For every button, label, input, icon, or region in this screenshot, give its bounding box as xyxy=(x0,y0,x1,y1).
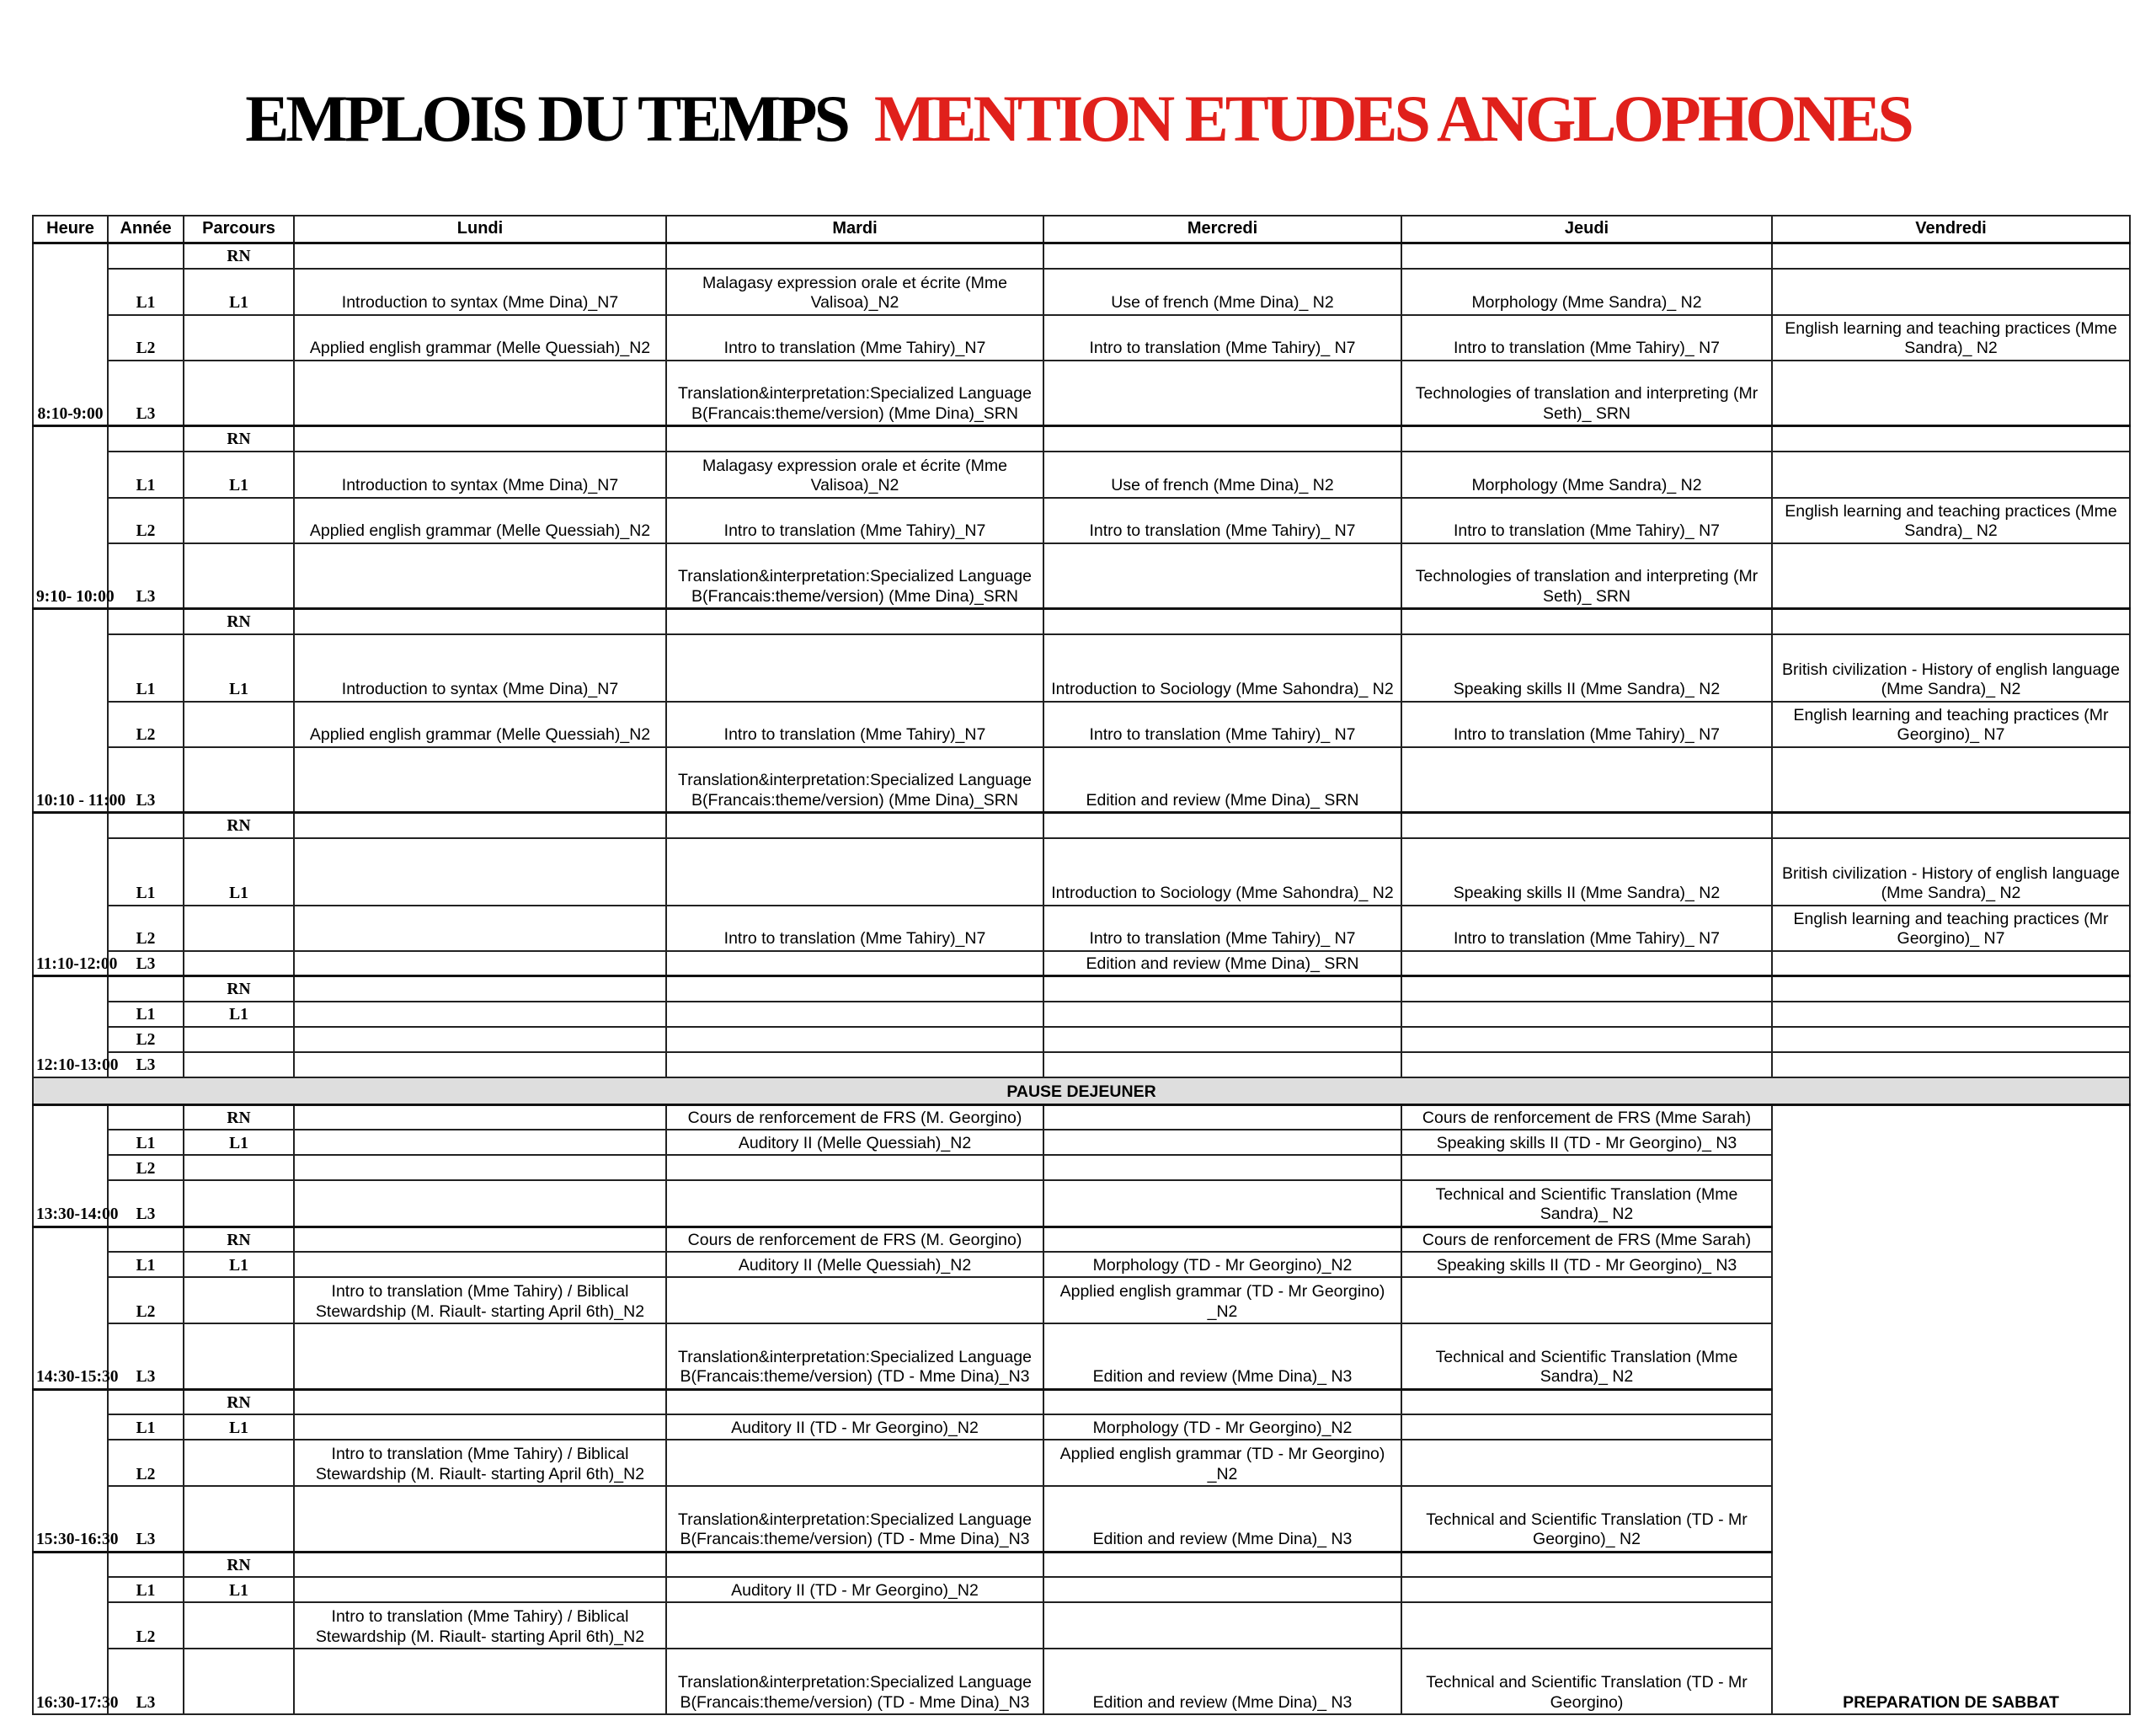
annee-cell xyxy=(108,1389,184,1414)
course-cell xyxy=(294,813,666,838)
course-cell: Malagasy expression orale et écrite (Mme Valisoa)_N2 xyxy=(666,452,1043,498)
course-cell: Translation&interpretation:Specialized Language B(Francais:theme/version) (Mme Dina)_SRN xyxy=(666,361,1043,426)
course-cell xyxy=(1043,1002,1401,1027)
course-cell xyxy=(1043,1227,1401,1252)
course-cell xyxy=(294,609,666,634)
table-row xyxy=(33,1052,2130,1077)
annee-cell: L1 xyxy=(108,1252,184,1277)
course-cell: Technologies of translation and interpreting (Mr Seth)_ SRN xyxy=(1401,543,1772,609)
course-cell: Technical and Scientific Translation (Mme Sandra)_ N2 xyxy=(1401,1180,1772,1227)
course-cell: Intro to translation (Mme Tahiry)_ N7 xyxy=(1043,906,1401,951)
course-cell: Introduction to Sociology (Mme Sahondra)_ N2 xyxy=(1043,838,1401,906)
parcours-cell: L1 xyxy=(184,838,294,906)
table-row xyxy=(33,951,2130,976)
course-cell xyxy=(294,1649,666,1714)
parcours-cell xyxy=(184,1602,294,1649)
table-row xyxy=(33,269,2130,315)
course-cell xyxy=(1401,1277,1772,1323)
course-cell xyxy=(1401,747,1772,813)
course-cell xyxy=(1401,1389,1772,1414)
course-cell xyxy=(1772,813,2130,838)
course-cell xyxy=(1772,976,2130,1002)
col-jeudi: Jeudi xyxy=(1401,216,1772,243)
course-cell xyxy=(666,1602,1043,1649)
course-cell: Translation&interpretation:Specialized Language B(Francais:theme/version) (TD - Mme Dina)_N3 xyxy=(666,1486,1043,1552)
course-cell xyxy=(666,1002,1043,1027)
annee-cell: L2 xyxy=(108,1027,184,1052)
course-cell xyxy=(1401,1002,1772,1027)
parcours-cell: RN xyxy=(184,1389,294,1414)
course-cell xyxy=(666,1552,1043,1577)
course-cell xyxy=(1772,269,2130,315)
annee-cell: L2 xyxy=(108,1440,184,1486)
course-cell xyxy=(294,1486,666,1552)
course-cell: Technical and Scientific Translation (TD - Mr Georgino)_ N2 xyxy=(1401,1486,1772,1552)
course-cell xyxy=(294,1130,666,1155)
course-cell: Translation&interpretation:Specialized Language B(Francais:theme/version) (TD - Mme Dina)_N3 xyxy=(666,1649,1043,1714)
course-cell xyxy=(1772,609,2130,634)
course-cell: British civilization - History of english language (Mme Sandra)_ N2 xyxy=(1772,838,2130,906)
course-cell xyxy=(1043,1155,1401,1180)
course-cell xyxy=(1043,426,1401,452)
table-row xyxy=(33,1104,2130,1130)
course-cell: English learning and teaching practices (Mme Sandra)_ N2 xyxy=(1772,498,2130,543)
time-slot: 11:10-12:00 xyxy=(33,813,108,976)
course-cell xyxy=(1043,1577,1401,1602)
annee-cell: L3 xyxy=(108,1486,184,1552)
course-cell xyxy=(666,634,1043,702)
course-cell xyxy=(1401,951,1772,976)
course-cell xyxy=(1043,1602,1401,1649)
course-cell xyxy=(294,906,666,951)
course-cell xyxy=(1401,1577,1772,1602)
parcours-cell: L1 xyxy=(184,634,294,702)
table-row xyxy=(33,838,2130,906)
course-cell: Introduction to syntax (Mme Dina)_N7 xyxy=(294,452,666,498)
course-cell xyxy=(294,976,666,1002)
course-cell: Edition and review (Mme Dina)_ SRN xyxy=(1043,951,1401,976)
annee-cell: L3 xyxy=(108,1323,184,1389)
table-row xyxy=(33,609,2130,634)
timetable xyxy=(32,215,2131,1715)
title-part-1: EMPLOIS DU TEMPS xyxy=(245,82,847,155)
table-row xyxy=(33,315,2130,361)
annee-cell: L2 xyxy=(108,1155,184,1180)
course-cell: English learning and teaching practices (Mr Georgino)_ N7 xyxy=(1772,906,2130,951)
course-cell xyxy=(1043,243,1401,269)
annee-cell: L1 xyxy=(108,1130,184,1155)
course-cell xyxy=(1772,452,2130,498)
pause-row xyxy=(33,1077,2130,1105)
course-cell xyxy=(1401,1155,1772,1180)
parcours-cell xyxy=(184,315,294,361)
annee-cell: L2 xyxy=(108,498,184,543)
annee-cell: L1 xyxy=(108,1002,184,1027)
course-cell: Introduction to syntax (Mme Dina)_N7 xyxy=(294,269,666,315)
table-row xyxy=(33,906,2130,951)
course-cell xyxy=(666,1180,1043,1227)
course-cell xyxy=(1401,1414,1772,1440)
course-cell: Intro to translation (Mme Tahiry) / Biblical Stewardship (M. Riault- starting April 6th)_N2 xyxy=(294,1602,666,1649)
course-cell: Applied english grammar (Melle Quessiah)_N2 xyxy=(294,498,666,543)
col-mercredi: Mercredi xyxy=(1043,216,1401,243)
col-heure: Heure xyxy=(33,216,108,243)
course-cell: Translation&interpretation:Specialized Language B(Francais:theme/version) (Mme Dina)_SRN xyxy=(666,543,1043,609)
course-cell xyxy=(294,543,666,609)
course-cell: Intro to translation (Mme Tahiry)_ N7 xyxy=(1401,906,1772,951)
course-cell xyxy=(1772,1027,2130,1052)
course-cell: Malagasy expression orale et écrite (Mme Valisoa)_N2 xyxy=(666,269,1043,315)
parcours-cell: RN xyxy=(184,609,294,634)
course-cell xyxy=(666,838,1043,906)
course-cell xyxy=(666,951,1043,976)
annee-cell: L2 xyxy=(108,1277,184,1323)
course-cell xyxy=(666,1155,1043,1180)
parcours-cell: RN xyxy=(184,426,294,452)
course-cell xyxy=(1401,1440,1772,1486)
parcours-cell xyxy=(184,702,294,747)
course-cell: Intro to translation (Mme Tahiry)_N7 xyxy=(666,702,1043,747)
course-cell: Applied english grammar (Melle Quessiah)_N2 xyxy=(294,702,666,747)
course-cell xyxy=(294,1577,666,1602)
annee-cell xyxy=(108,426,184,452)
course-cell: Speaking skills II (Mme Sandra)_ N2 xyxy=(1401,634,1772,702)
course-cell xyxy=(294,243,666,269)
annee-cell xyxy=(108,813,184,838)
course-cell: Edition and review (Mme Dina)_ SRN xyxy=(1043,747,1401,813)
course-cell xyxy=(294,951,666,976)
course-cell: Auditory II (Melle Quessiah)_N2 xyxy=(666,1130,1043,1155)
time-slot: 12:10-13:00 xyxy=(33,976,108,1077)
course-cell xyxy=(1772,1052,2130,1077)
table-row xyxy=(33,634,2130,702)
course-cell xyxy=(666,609,1043,634)
course-cell xyxy=(666,1389,1043,1414)
course-cell: Intro to translation (Mme Tahiry) / Biblical Stewardship (M. Riault- starting April 6th)_N2 xyxy=(294,1277,666,1323)
course-cell xyxy=(1401,1602,1772,1649)
parcours-cell xyxy=(184,1440,294,1486)
parcours-cell: RN xyxy=(184,813,294,838)
table-row xyxy=(33,543,2130,609)
parcours-cell: L1 xyxy=(184,1577,294,1602)
course-cell: Introduction to Sociology (Mme Sahondra)_ N2 xyxy=(1043,634,1401,702)
course-cell xyxy=(1772,243,2130,269)
parcours-cell xyxy=(184,747,294,813)
table-row xyxy=(33,813,2130,838)
course-cell xyxy=(294,1155,666,1180)
course-cell: Auditory II (Melle Quessiah)_N2 xyxy=(666,1252,1043,1277)
course-cell: Cours de renforcement de FRS (Mme Sarah) xyxy=(1401,1227,1772,1252)
annee-cell xyxy=(108,243,184,269)
table-row xyxy=(33,747,2130,813)
course-cell: Intro to translation (Mme Tahiry)_ N7 xyxy=(1401,315,1772,361)
course-cell: Applied english grammar (Melle Quessiah)_N2 xyxy=(294,315,666,361)
course-cell xyxy=(1401,1027,1772,1052)
parcours-cell xyxy=(184,906,294,951)
annee-cell: L1 xyxy=(108,452,184,498)
parcours-cell: RN xyxy=(184,1227,294,1252)
time-slot: 8:10-9:00 xyxy=(33,243,108,426)
parcours-cell xyxy=(184,1649,294,1714)
course-cell: Intro to translation (Mme Tahiry)_ N7 xyxy=(1043,498,1401,543)
course-cell: Morphology (Mme Sandra)_ N2 xyxy=(1401,452,1772,498)
annee-cell: L1 xyxy=(108,1577,184,1602)
annee-cell: L2 xyxy=(108,315,184,361)
table-row xyxy=(33,1002,2130,1027)
course-cell xyxy=(1043,1104,1401,1130)
annee-cell xyxy=(108,1104,184,1130)
course-cell xyxy=(666,976,1043,1002)
course-cell xyxy=(294,1027,666,1052)
course-cell xyxy=(1401,609,1772,634)
parcours-cell xyxy=(184,1486,294,1552)
course-cell: British civilization - History of english language (Mme Sandra)_ N2 xyxy=(1772,634,2130,702)
course-cell xyxy=(294,1552,666,1577)
course-cell: Morphology (Mme Sandra)_ N2 xyxy=(1401,269,1772,315)
course-cell xyxy=(666,1277,1043,1323)
parcours-cell: L1 xyxy=(184,1414,294,1440)
table-row xyxy=(33,361,2130,426)
course-cell: Cours de renforcement de FRS (M. Georgino) xyxy=(666,1104,1043,1130)
parcours-cell xyxy=(184,1027,294,1052)
table-row xyxy=(33,1027,2130,1052)
course-cell: Technologies of translation and interpreting (Mr Seth)_ SRN xyxy=(1401,361,1772,426)
course-cell xyxy=(1043,1130,1401,1155)
course-cell xyxy=(294,1104,666,1130)
course-cell xyxy=(294,1002,666,1027)
course-cell: Applied english grammar (TD - Mr Georgino) _N2 xyxy=(1043,1277,1401,1323)
course-cell xyxy=(1772,426,2130,452)
col-annee: Année xyxy=(108,216,184,243)
annee-cell: L3 xyxy=(108,361,184,426)
course-cell: Introduction to syntax (Mme Dina)_N7 xyxy=(294,634,666,702)
course-cell xyxy=(294,1252,666,1277)
parcours-cell: L1 xyxy=(184,1002,294,1027)
course-cell xyxy=(294,838,666,906)
course-cell xyxy=(294,1414,666,1440)
title-part-2: MENTION ETUDES ANGLOPHONES xyxy=(873,82,1911,155)
course-cell: Edition and review (Mme Dina)_ N3 xyxy=(1043,1323,1401,1389)
course-cell xyxy=(294,1389,666,1414)
course-cell xyxy=(294,426,666,452)
course-cell: Use of french (Mme Dina)_ N2 xyxy=(1043,269,1401,315)
col-mardi: Mardi xyxy=(666,216,1043,243)
course-cell xyxy=(1772,951,2130,976)
parcours-cell: L1 xyxy=(184,452,294,498)
course-cell xyxy=(1401,243,1772,269)
course-cell: Auditory II (TD - Mr Georgino)_N2 xyxy=(666,1577,1043,1602)
table-row xyxy=(33,498,2130,543)
course-cell: Auditory II (TD - Mr Georgino)_N2 xyxy=(666,1414,1043,1440)
parcours-cell: RN xyxy=(184,1104,294,1130)
course-cell xyxy=(1043,1180,1401,1227)
annee-cell: L2 xyxy=(108,1602,184,1649)
course-cell xyxy=(1772,543,2130,609)
col-lundi: Lundi xyxy=(294,216,666,243)
parcours-cell xyxy=(184,543,294,609)
course-cell xyxy=(1043,1052,1401,1077)
course-cell: Intro to translation (Mme Tahiry)_N7 xyxy=(666,906,1043,951)
course-cell: Intro to translation (Mme Tahiry)_ N7 xyxy=(1401,498,1772,543)
course-cell: Intro to translation (Mme Tahiry)_ N7 xyxy=(1401,702,1772,747)
course-cell xyxy=(1401,426,1772,452)
parcours-cell xyxy=(184,361,294,426)
course-cell xyxy=(1043,609,1401,634)
course-cell xyxy=(666,426,1043,452)
course-cell xyxy=(1772,1002,2130,1027)
annee-cell: L3 xyxy=(108,1052,184,1077)
course-cell: English learning and teaching practices (Mr Georgino)_ N7 xyxy=(1772,702,2130,747)
course-cell xyxy=(1043,361,1401,426)
course-cell xyxy=(1043,543,1401,609)
parcours-cell xyxy=(184,1277,294,1323)
annee-cell: L3 xyxy=(108,543,184,609)
course-cell xyxy=(666,813,1043,838)
annee-cell: L3 xyxy=(108,951,184,976)
time-slot: 9:10- 10:00 xyxy=(33,426,108,609)
course-cell xyxy=(294,747,666,813)
parcours-cell xyxy=(184,1155,294,1180)
course-cell xyxy=(1401,1052,1772,1077)
course-cell xyxy=(1401,976,1772,1002)
parcours-cell: L1 xyxy=(184,1130,294,1155)
time-slot: 16:30-17:30 xyxy=(33,1552,108,1714)
course-cell: Intro to translation (Mme Tahiry)_ N7 xyxy=(1043,702,1401,747)
course-cell: Technical and Scientific Translation (Mme Sandra)_ N2 xyxy=(1401,1323,1772,1389)
table-row xyxy=(33,243,2130,269)
parcours-cell xyxy=(184,1052,294,1077)
course-cell: Intro to translation (Mme Tahiry)_N7 xyxy=(666,315,1043,361)
header-row xyxy=(33,216,2130,243)
annee-cell: L1 xyxy=(108,634,184,702)
parcours-cell: RN xyxy=(184,243,294,269)
time-slot: 15:30-16:30 xyxy=(33,1389,108,1552)
course-cell xyxy=(1043,1552,1401,1577)
course-cell: English learning and teaching practices (Mme Sandra)_ N2 xyxy=(1772,315,2130,361)
course-cell xyxy=(294,1180,666,1227)
course-cell: Cours de renforcement de FRS (Mme Sarah) xyxy=(1401,1104,1772,1130)
annee-cell: L3 xyxy=(108,1180,184,1227)
parcours-cell xyxy=(184,951,294,976)
course-cell: Edition and review (Mme Dina)_ N3 xyxy=(1043,1649,1401,1714)
parcours-cell xyxy=(184,1323,294,1389)
pause-dejeuner: PAUSE DEJEUNER xyxy=(33,1077,2130,1105)
course-cell xyxy=(294,1227,666,1252)
annee-cell: L2 xyxy=(108,702,184,747)
table-row xyxy=(33,702,2130,747)
parcours-cell xyxy=(184,498,294,543)
course-cell xyxy=(1043,1389,1401,1414)
course-cell xyxy=(1043,1027,1401,1052)
course-cell: Translation&interpretation:Specialized Language B(Francais:theme/version) (TD - Mme Dina)_N3 xyxy=(666,1323,1043,1389)
course-cell: Edition and review (Mme Dina)_ N3 xyxy=(1043,1486,1401,1552)
col-vendredi: Vendredi xyxy=(1772,216,2130,243)
course-cell: Translation&interpretation:Specialized Language B(Francais:theme/version) (Mme Dina)_SRN xyxy=(666,747,1043,813)
course-cell xyxy=(1772,747,2130,813)
course-cell xyxy=(666,243,1043,269)
annee-cell: L2 xyxy=(108,906,184,951)
course-cell: Morphology (TD - Mr Georgino)_N2 xyxy=(1043,1252,1401,1277)
course-cell xyxy=(666,1027,1043,1052)
table-row xyxy=(33,976,2130,1002)
parcours-cell: L1 xyxy=(184,1252,294,1277)
annee-cell: L3 xyxy=(108,1649,184,1714)
annee-cell: L1 xyxy=(108,838,184,906)
parcours-cell: L1 xyxy=(184,269,294,315)
course-cell xyxy=(294,361,666,426)
course-cell xyxy=(666,1052,1043,1077)
parcours-cell: RN xyxy=(184,976,294,1002)
course-cell xyxy=(1401,813,1772,838)
course-cell xyxy=(294,1323,666,1389)
course-cell xyxy=(1772,361,2130,426)
course-cell: Intro to translation (Mme Tahiry)_N7 xyxy=(666,498,1043,543)
time-slot: 10:10 - 11:00 xyxy=(33,609,108,813)
annee-cell xyxy=(108,1552,184,1577)
time-slot: 13:30-14:00 xyxy=(33,1104,108,1227)
course-cell: Speaking skills II (TD - Mr Georgino)_ N3 xyxy=(1401,1130,1772,1155)
course-cell xyxy=(666,1440,1043,1486)
course-cell: Morphology (TD - Mr Georgino)_N2 xyxy=(1043,1414,1401,1440)
parcours-cell xyxy=(184,1180,294,1227)
annee-cell: L1 xyxy=(108,1414,184,1440)
course-cell: Speaking skills II (Mme Sandra)_ N2 xyxy=(1401,838,1772,906)
course-cell: Cours de renforcement de FRS (M. Georgino) xyxy=(666,1227,1043,1252)
annee-cell xyxy=(108,1227,184,1252)
course-cell: Applied english grammar (TD - Mr Georgino) _N2 xyxy=(1043,1440,1401,1486)
course-cell xyxy=(294,1052,666,1077)
annee-cell: L3 xyxy=(108,747,184,813)
course-cell xyxy=(1043,976,1401,1002)
parcours-cell: RN xyxy=(184,1552,294,1577)
table-row xyxy=(33,452,2130,498)
annee-cell xyxy=(108,609,184,634)
col-parcours: Parcours xyxy=(184,216,294,243)
annee-cell xyxy=(108,976,184,1002)
annee-cell: L1 xyxy=(108,269,184,315)
time-slot: 14:30-15:30 xyxy=(33,1227,108,1389)
vendredi-sabbat-cell: PREPARATION DE SABBAT xyxy=(1772,1104,2130,1714)
table-row xyxy=(33,426,2130,452)
course-cell xyxy=(1401,1552,1772,1577)
course-cell: Intro to translation (Mme Tahiry) / Biblical Stewardship (M. Riault- starting April 6th)_N2 xyxy=(294,1440,666,1486)
course-cell xyxy=(1043,813,1401,838)
course-cell: Use of french (Mme Dina)_ N2 xyxy=(1043,452,1401,498)
page-title xyxy=(0,81,2156,157)
course-cell: Intro to translation (Mme Tahiry)_ N7 xyxy=(1043,315,1401,361)
course-cell: Speaking skills II (TD - Mr Georgino)_ N3 xyxy=(1401,1252,1772,1277)
course-cell: Technical and Scientific Translation (TD - Mr Georgino) xyxy=(1401,1649,1772,1714)
